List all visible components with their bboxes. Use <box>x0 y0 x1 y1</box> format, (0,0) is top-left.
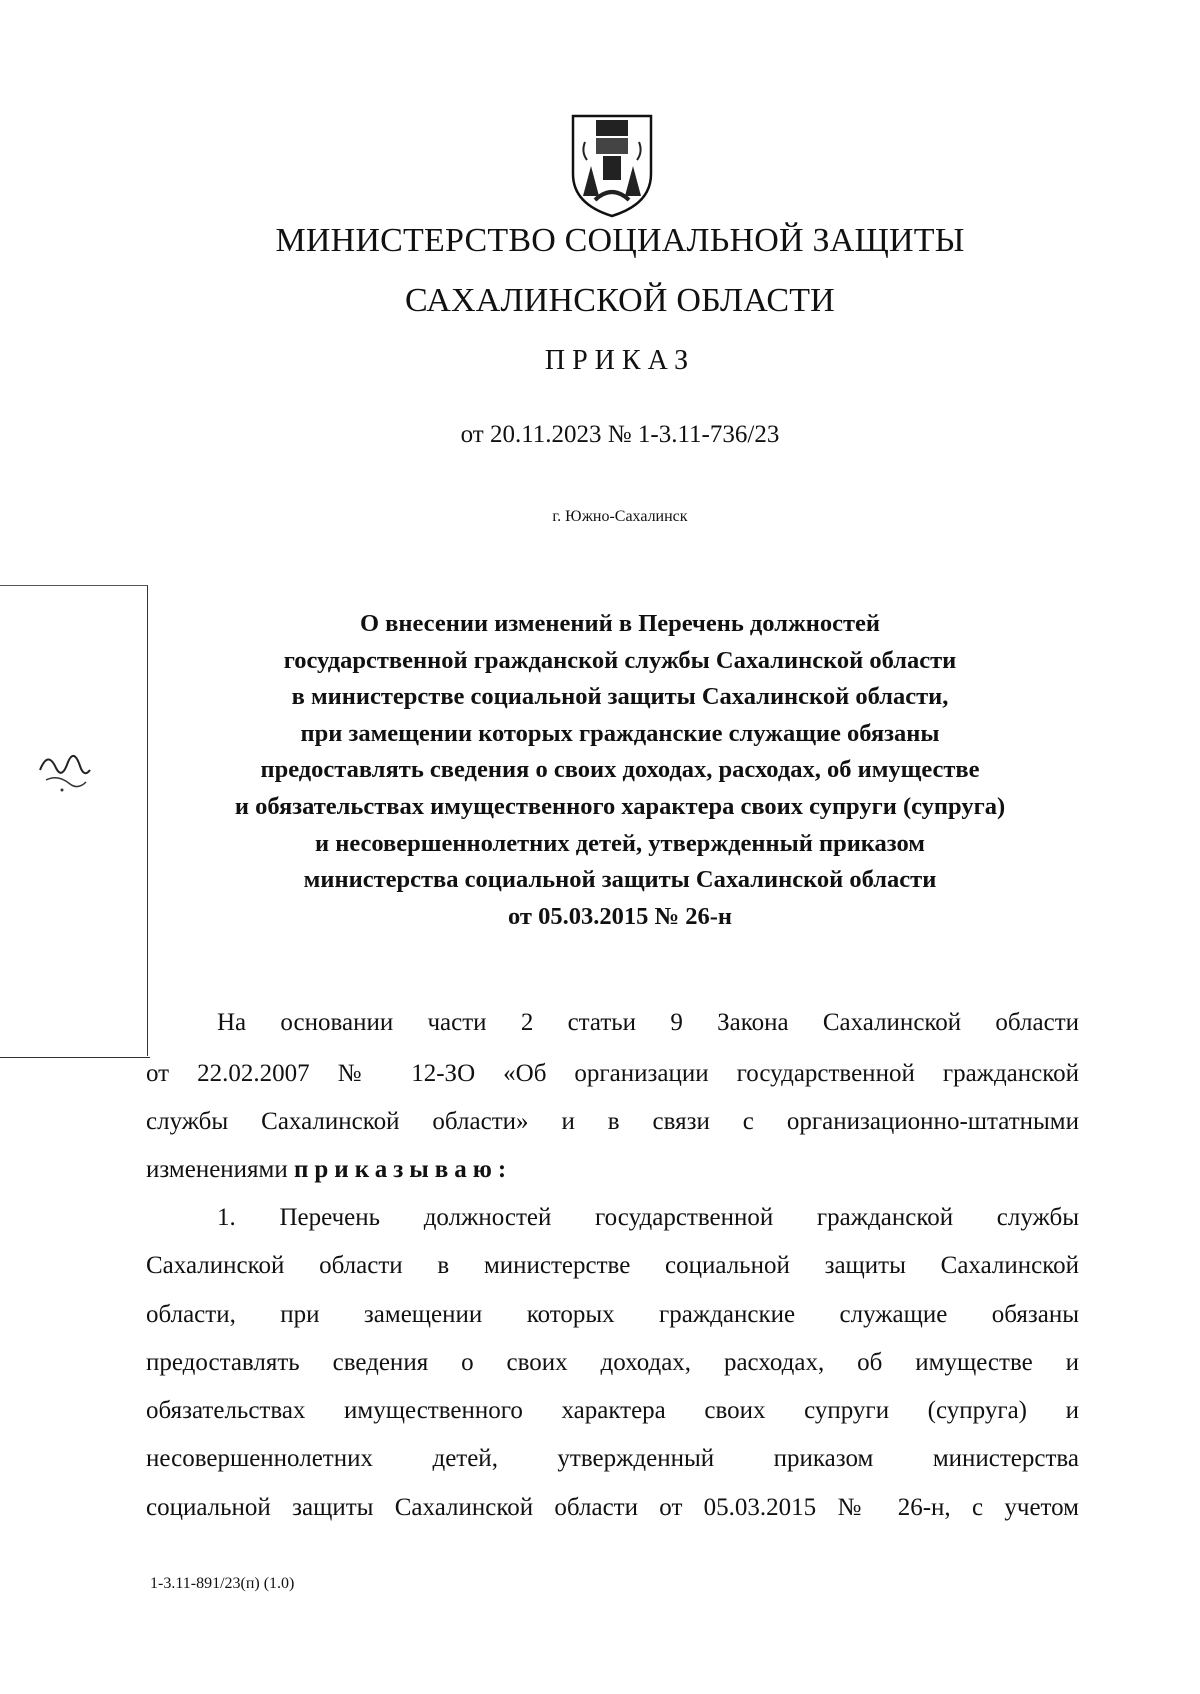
title-line: при замещении которых гражданские служащие обязаны <box>300 719 940 747</box>
approval-frame-bottom <box>0 1057 150 1058</box>
body-line <box>146 1153 1079 1187</box>
title-line: и несовершеннолетних детей, утвержденный приказом <box>315 829 925 857</box>
body-line: 1. Перечень должностей государственной гражданской службы <box>217 1204 1079 1231</box>
title-line: министерства социальной защиты Сахалинской области <box>303 866 937 894</box>
title-line: в министерстве социальной защиты Сахалинской области, <box>291 683 949 711</box>
document-title <box>0 606 1200 935</box>
body-text: изменениями <box>146 1156 288 1183</box>
coat-of-arms-icon <box>567 112 657 218</box>
title-line: и обязательствах имущественного характера своих супруги (супруга) <box>234 792 1006 820</box>
body-line: обязательствах имущественного характера своих супруги (супруга) и <box>146 1397 1079 1424</box>
title-line: государственной гражданской службы Сахалинской области <box>283 646 957 674</box>
ministry-name-line1: МИНИСТЕРСТВО СОЦИАЛЬНОЙ ЗАЩИТЫ <box>275 222 965 259</box>
body-line: от 22.02.2007 № 12-ЗО «Об организации государственной гражданской <box>146 1060 1079 1087</box>
document-date-number: от 20.11.2023 № 1-3.11-736/23 <box>460 421 780 448</box>
body-line: предоставлять сведения о своих доходах, расходах, об имуществе и <box>146 1349 1079 1376</box>
body-line: На основании части 2 статьи 9 Закона Сахалинской области <box>217 1009 1079 1036</box>
ministry-name-line2: САХАЛИНСКОЙ ОБЛАСТИ <box>405 282 835 319</box>
document-city: г. Южно-Сахалинск <box>552 508 688 525</box>
document-footer-code: 1-3.11-891/23(п) (1.0) <box>150 1575 295 1592</box>
body-line: службы Сахалинской области» и в связи с организационно-штатными <box>146 1108 1079 1135</box>
body-line: Сахалинской области в министерстве социальной защиты Сахалинской <box>146 1252 1079 1279</box>
body-line: области, при замещении которых гражданские служащие обязаны <box>146 1301 1079 1328</box>
handwritten-signature-icon <box>34 740 94 800</box>
approval-frame <box>0 585 148 1056</box>
title-line: О внесении изменений в Перечень должностей <box>359 610 881 637</box>
body-line: социальной защиты Сахалинской области от 05.03.2015 № 26-н, с учетом <box>146 1494 1079 1521</box>
order-keyword: приказываю: <box>294 1156 513 1183</box>
document-type: ПРИКАЗ <box>544 345 696 376</box>
title-line: предоставлять сведения о своих доходах, расходах, об имуществе <box>260 756 980 784</box>
title-line: от 05.03.2015 № 26-н <box>508 902 732 930</box>
body-line: несовершеннолетних детей, утвержденный приказом министерства <box>146 1445 1079 1472</box>
